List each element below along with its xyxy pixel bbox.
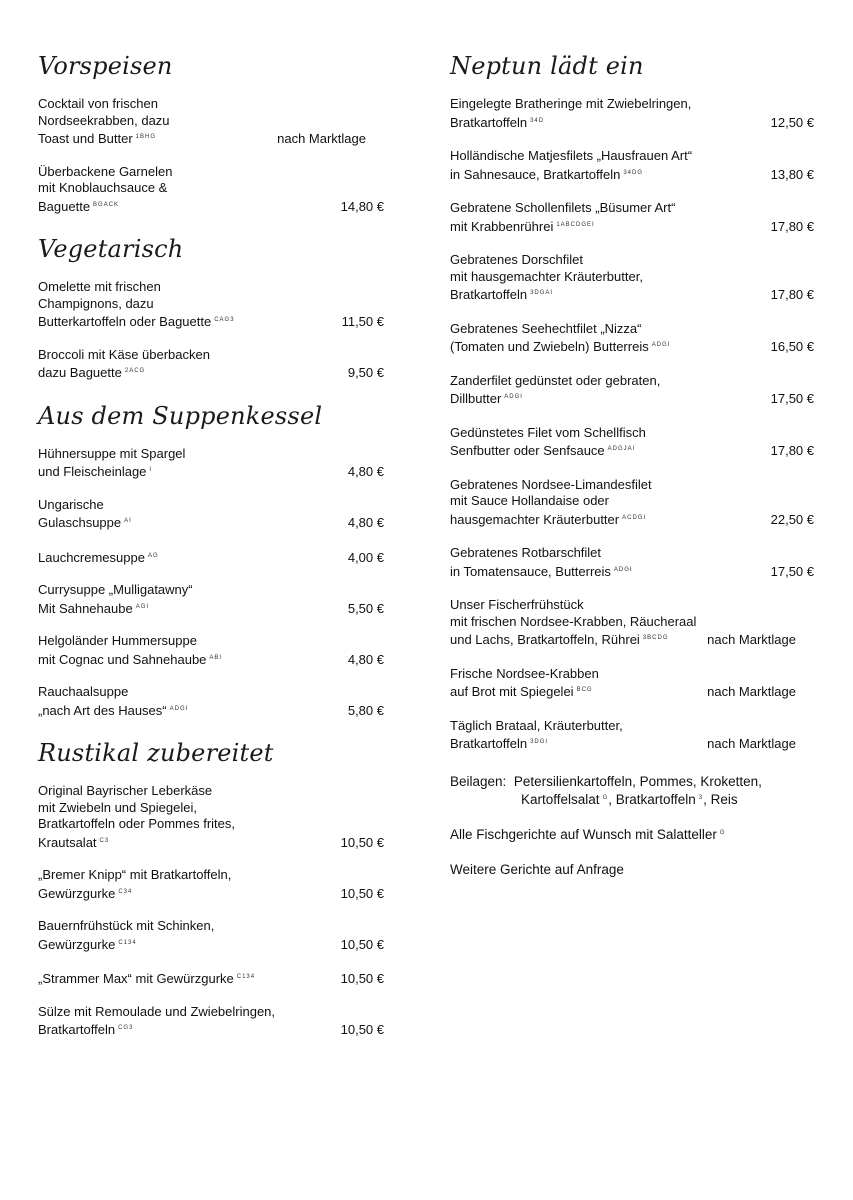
menu-item-text: Omelette mit frischen Champignons, dazu Butterkartoffeln oder Baguette (38, 279, 212, 329)
menu-item-text: Täglich Brataal, Kräuterbutter, Bratkartoffeln (450, 717, 623, 751)
menu-item-price: 10,50 € (340, 971, 384, 986)
menu-item (38, 783, 384, 851)
menu-item-description (450, 252, 814, 304)
menu-item (38, 867, 384, 902)
menu-item-text: Gebratenes Nordsee-Limandesfilet mit Sauce Hollandaise oder hausgemachter Kräuterbutter (450, 476, 652, 527)
side-dishes-line1 (450, 773, 814, 790)
menu-item-price: nach Marktlage (707, 632, 796, 647)
menu-item-description (38, 347, 384, 382)
menu-item-text: Gebratenes Dorschfilet mit hausgemachter Kräuterbutter, Bratkartoffeln (450, 252, 643, 302)
section-title: Vorspeisen (38, 52, 173, 80)
allergen-codes: ADGI (651, 342, 671, 348)
menu-item-description (38, 918, 384, 953)
menu-item (38, 1004, 384, 1039)
menu-item-text: Gebratenes Rotbarschfilet in Tomatensauce, Butterreis (450, 545, 611, 579)
menu-item-text: Sülze mit Remoulade und Zwiebelringen, Bratkartoffeln (38, 1003, 276, 1037)
menu-item (450, 666, 814, 701)
menu-item-price: 5,80 € (347, 702, 384, 718)
menu-item (450, 373, 814, 408)
menu-section (38, 52, 384, 215)
menu-section-neptun (450, 52, 814, 753)
allergen-codes: 34D (530, 117, 545, 124)
menu-item-price: 4,80 € (347, 515, 384, 530)
menu-item (450, 425, 814, 460)
menu-item-description (38, 279, 384, 331)
menu-item-text: Lauchcremesuppe (38, 549, 145, 565)
menu-item (450, 597, 814, 649)
menu-item (38, 969, 384, 988)
allergen-codes: 34DG (623, 169, 644, 176)
menu-item-description (38, 783, 384, 851)
allergen-codes: BCG (576, 687, 593, 693)
menu-item-price: 4,80 € (347, 651, 384, 667)
allergen-codes: ABI (209, 654, 223, 661)
menu-item-text: Zanderfilet gedünstet oder gebraten, Dillbutter (450, 372, 661, 406)
menu-item (450, 148, 814, 183)
menu-item (38, 684, 384, 719)
menu-items (38, 279, 384, 382)
menu-item-description (450, 148, 814, 183)
menu-item-description (450, 477, 814, 529)
left-column (38, 52, 384, 1059)
allergen-codes: C134 (236, 974, 256, 980)
side-dish-text: , Reis (703, 791, 738, 807)
menu-item-price: 14,80 € (340, 198, 384, 214)
allergen-codes: AI (124, 518, 132, 524)
menu-item-text: Rauchaalsuppe „nach Art des Hauses“ (38, 684, 167, 718)
menu-item (38, 96, 384, 148)
menu-item-price: 17,50 € (770, 563, 814, 579)
section-title: Neptun lädt ein (450, 52, 644, 80)
section-title: Rustikal zubereitet (38, 739, 274, 767)
menu-item-description (450, 96, 814, 131)
allergen-codes: 1BHG (135, 134, 157, 140)
menu-section (38, 739, 384, 1039)
menu-item-text: Hühnersuppe mit Spargel und Fleischeinlage (38, 445, 186, 479)
menu-item-text: Holländische Matjesfilets „Hausfrauen Art“ in Sahnesauce, Bratkartoffeln (450, 148, 693, 182)
menu-item (450, 252, 814, 304)
menu-item-text: Eingelegte Bratheringe mit Zwiebelringen, Bratkartoffeln (450, 96, 692, 130)
menu-item (450, 477, 814, 529)
allergen-codes: 3DGAI (530, 290, 554, 296)
allergen-codes: C134 (118, 939, 137, 946)
note-text: Alle Fischgerichte auf Wunsch mit Salatteller (450, 826, 717, 842)
menu-item (38, 164, 384, 216)
menu-item-price: 17,80 € (770, 287, 814, 302)
menu-item-price: nach Marktlage (707, 684, 796, 699)
menu-items (450, 96, 814, 753)
allergen-codes: G (719, 829, 726, 836)
side-dish-text: , Bratkartoffeln (608, 791, 696, 807)
allergen-codes: I (149, 467, 153, 473)
menu-item-price: 17,80 € (770, 218, 814, 234)
menu-item-text: Cocktail von frischen Nordseekrabben, dazu Toast und Butter (38, 96, 170, 146)
menu-item-price: 12,50 € (770, 114, 814, 130)
section-title: Aus dem Suppenkessel (38, 401, 323, 430)
menu-item (38, 497, 384, 532)
more-dishes-note: Weitere Gerichte auf Anfrage (450, 861, 624, 877)
menu-item-price: 11,50 € (341, 314, 384, 329)
menu-item-text: Unser Fischerfrühstück mit frischen Nordsee-Krabben, Räucheraal und Lachs, Bratkartoffeln, Rührei (450, 597, 697, 647)
menu-item-text: Gebratene Schollenfilets „Büsumer Art“ mit Krabbenrührei (450, 200, 676, 234)
side-dishes-label: Beilagen: (450, 773, 507, 789)
menu-item (450, 545, 814, 580)
menu-item-price: 5,50 € (347, 600, 384, 616)
menu-item-description (38, 633, 384, 668)
allergen-codes: G (602, 794, 609, 801)
allergen-codes: C3 (99, 837, 110, 844)
allergen-codes: 3DGI (530, 739, 549, 745)
allergen-codes: 1ABCDGEI (556, 221, 595, 228)
menu-item-text: Original Bayrischer Leberkäse mit Zwiebeln und Spiegelei, Bratkartoffeln oder Pommes frites, Krautsalat (38, 783, 236, 850)
menu-item-text: Gebratenes Seehechtfilet „Nizza“ (Tomaten und Zwiebeln) Butterreis (450, 320, 649, 354)
allergen-codes: ADGI (504, 394, 523, 400)
menu-item (450, 96, 814, 131)
allergen-codes: ADGJAI (607, 446, 636, 452)
menu-item (38, 633, 384, 668)
side-dish-text: Kartoffelsalat (521, 791, 600, 807)
menu-items (38, 446, 384, 720)
menu-item-price: nach Marktlage (707, 736, 796, 751)
allergen-codes: CAG3 (214, 317, 235, 323)
menu-item-description (38, 548, 384, 567)
menu-item-description (38, 164, 384, 216)
allergen-codes: 3BCDG (642, 635, 669, 641)
allergen-codes: AGI (135, 603, 150, 610)
menu-item-text: Überbackene Garnelen mit Knoblauchsauce & Baguette (38, 163, 173, 214)
side-dishes-list: Petersilienkartoffeln, Pommes, Kroketten, (513, 773, 762, 789)
menu-item-description (38, 867, 384, 902)
allergen-codes: ADGI (169, 705, 189, 712)
menu-item-text: Bauernfrühstück mit Schinken, Gewürzgurke (38, 918, 215, 952)
menu-item-price: 17,80 € (770, 443, 814, 458)
menu-item-text: Broccoli mit Käse überbacken dazu Baguette (38, 346, 210, 380)
allergen-codes: CG3 (118, 1025, 134, 1031)
menu-item (450, 718, 814, 753)
menu-item-description (38, 497, 384, 532)
menu-item-description (38, 446, 384, 481)
menu-item (38, 446, 384, 481)
menu-item-price: 13,80 € (770, 166, 814, 182)
menu-item-price: nach Marktlage (277, 131, 366, 146)
allergen-codes: ACDGI (622, 514, 647, 521)
allergen-codes: AG (147, 552, 159, 559)
section-title: Vegetarisch (38, 235, 184, 263)
menu-item-price: 10,50 € (340, 885, 384, 901)
menu-item-description (450, 425, 814, 460)
allergen-codes: BGACK (93, 201, 120, 208)
menu-item-text: Gedünstetes Filet vom Schellfisch Senfbutter oder Senfsauce (450, 424, 646, 458)
salad-note (450, 825, 814, 843)
menu-section (38, 402, 384, 720)
side-dishes-line2 (450, 790, 814, 808)
menu-item-price: 4,80 € (347, 464, 384, 479)
menu-item-price: 10,50 € (340, 834, 384, 850)
menu-item (38, 918, 384, 953)
menu-item-description (450, 373, 814, 408)
menu-item-description (450, 200, 814, 235)
menu-item-price: 17,50 € (770, 391, 814, 406)
menu-item-price: 9,50 € (347, 365, 384, 380)
menu-item-price: 4,00 € (347, 549, 384, 565)
menu-item (38, 582, 384, 617)
menu-item-price: 16,50 € (770, 339, 814, 354)
menu-item-description (38, 684, 384, 719)
menu-item-text: Currysuppe „Mulligatawny“ Mit Sahnehaube (38, 582, 193, 616)
menu-item-price: 10,50 € (340, 936, 384, 952)
right-column (450, 52, 814, 896)
menu-item-text: Helgoländer Hummersuppe mit Cognac und Sahnehaube (38, 633, 207, 667)
menu-section (38, 235, 384, 382)
menu-item-description (38, 582, 384, 617)
side-dishes (450, 773, 814, 808)
allergen-codes: 2ACG (124, 368, 146, 374)
menu-item-description (38, 1004, 384, 1039)
menu-items (38, 96, 384, 215)
menu-item-text: Ungarische Gulaschsuppe (38, 496, 122, 530)
menu-item (450, 321, 814, 356)
menu-item-description (450, 545, 814, 580)
menu-item (450, 200, 814, 235)
menu-item-text: „Bremer Knipp“ mit Bratkartoffeln, Gewürzgurke (38, 867, 232, 901)
allergen-codes: 3 (698, 794, 704, 801)
allergen-codes: C34 (118, 888, 133, 895)
menu-item-description (450, 321, 814, 356)
menu-item (38, 347, 384, 382)
allergen-codes: ADGI (613, 566, 633, 573)
menu-item-price: 10,50 € (340, 1022, 384, 1037)
menu-item-price: 22,50 € (770, 511, 814, 527)
menu-items (38, 783, 384, 1039)
menu-item-text: Frische Nordsee-Krabben auf Brot mit Spiegelei (450, 665, 599, 699)
menu-item-text: „Strammer Max“ mit Gewürzgurke (38, 971, 234, 986)
menu-item-description (38, 969, 384, 988)
menu-item (38, 548, 384, 567)
menu-item (38, 279, 384, 331)
